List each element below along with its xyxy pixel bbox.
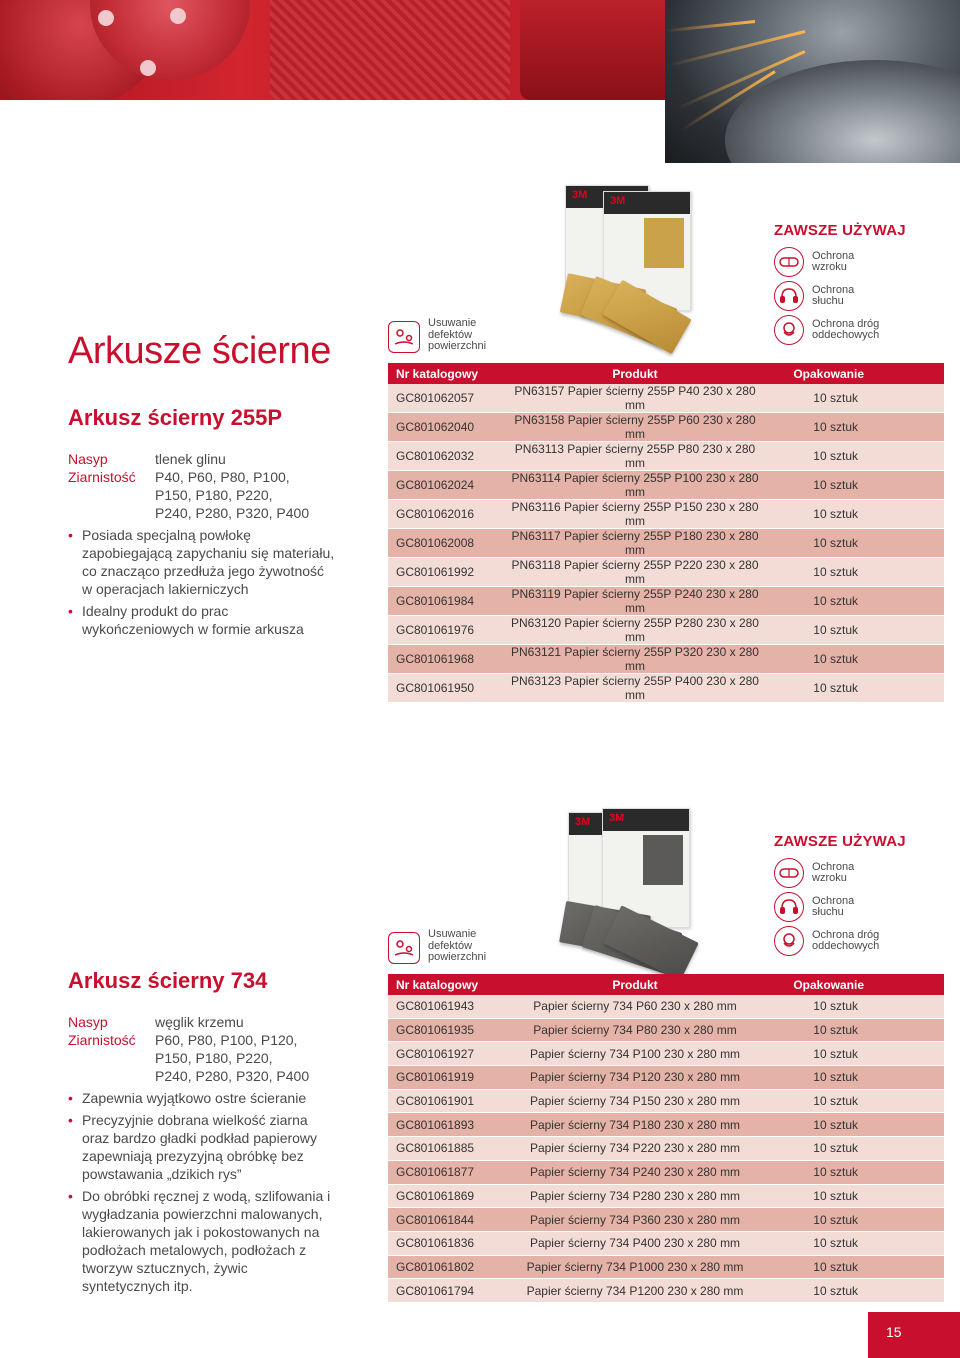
catalog-number-cell: GC801061992 [388,558,500,587]
table-row [388,1231,944,1255]
column-header: Nr katalogowy [388,974,500,995]
packaging-cell: 10 sztuk [770,1066,944,1090]
spec-label: Ziarnistość [68,469,136,485]
spec-block [68,450,348,522]
product-cell: PN63118 Papier ścierny 255P P220 230 x 280 mm [500,558,770,587]
catalog-number-cell: GC801062016 [388,500,500,529]
spec-row [68,1031,348,1085]
product-cell: Papier ścierny 734 P180 230 x 280 mm [500,1113,770,1137]
catalog-number-cell: GC801061943 [388,995,500,1018]
catalog-table [388,974,944,1303]
spec-block [68,1013,348,1085]
catalog-table [388,363,944,703]
safety-heading: ZAWSZE UŻYWAJ [774,833,906,850]
safety-label: Ochrona wzroku [812,249,855,273]
product-cell: Papier ścierny 734 P240 230 x 280 mm [500,1160,770,1184]
usage-label: Usuwanie defektów powierzchni [428,928,487,963]
product-cell: PN63116 Papier ścierny 255P P150 230 x 280 mm [500,500,770,529]
product-cell: Papier ścierny 734 P100 230 x 280 mm [500,1042,770,1066]
product-image [555,185,705,345]
product-image [560,808,710,973]
table-row [388,529,944,558]
usage-indicator [388,318,488,353]
packaging-cell: 10 sztuk [770,1137,944,1161]
catalog-number-cell: GC801062008 [388,529,500,558]
table-row [388,1208,944,1232]
catalog-number-cell: GC801061935 [388,1018,500,1042]
brand-logo: 3M [575,816,591,828]
catalog-number-cell: GC801061968 [388,645,500,674]
product-cell: PN63158 Papier ścierny 255P P60 230 x 280 mm [500,413,770,442]
table-row [388,500,944,529]
catalog-number-cell: GC801061984 [388,587,500,616]
safety-item [774,313,944,347]
packaging-cell: 10 sztuk [770,442,944,471]
abrasive-mesh-image [270,0,510,100]
list-item: • Do obróbki ręcznej z wodą, szlifowania i wygładzania powierzchni malowanych, lakierowanych jak i pokostowanych na podłożach metalowych, podłożach z tworzyw sztucznych, żywic syntetycznych itp. [68,1187,338,1295]
product-cell: PN63113 Papier ścierny 255P P80 230 x 280 mm [500,442,770,471]
packaging-cell: 10 sztuk [770,1231,944,1255]
product-cell: Papier ścierny 734 P1200 230 x 280 mm [500,1279,770,1303]
list-item: • Idealny produkt do prac wykończeniowych w formie arkusza [68,602,338,638]
product-cell: PN63117 Papier ścierny 255P P180 230 x 280 mm [500,529,770,558]
table-row [388,674,944,703]
spec-value: P40, P60, P80, P100, P150, P180, P220, P240, P280, P320, P400 [155,469,310,521]
safety-panel [774,222,944,347]
feature-list [68,1089,338,1299]
safety-item [774,245,944,279]
spec-row [68,468,348,522]
usage-indicator [388,929,488,964]
catalog-number-cell: GC801062057 [388,384,500,413]
list-item: • Precyzyjnie dobrana wielkość ziarna oraz bardzo gładki podkład papierowy zapewniają prezyzyjną obróbkę bez powstawania „dzikich rys” [68,1111,338,1183]
abrasive-roll-image [520,0,670,100]
product-cell: Papier ścierny 734 P120 230 x 280 mm [500,1066,770,1090]
spec-value: P60, P80, P100, P120, P150, P180, P220, P240, P280, P320, P400 [155,1032,310,1084]
column-header: Opakowanie [770,363,944,384]
packaging-cell: 10 sztuk [770,529,944,558]
catalog-number-cell: GC801062024 [388,471,500,500]
packaging-cell: 10 sztuk [770,1279,944,1303]
table-body [388,384,944,703]
spec-label: Nasyp [68,451,108,467]
table-row [388,1066,944,1090]
product-cell: Papier ścierny 734 P1000 230 x 280 mm [500,1255,770,1279]
product-cell: PN63121 Papier ścierny 255P P320 230 x 280 mm [500,645,770,674]
catalog-number-cell: GC801061901 [388,1089,500,1113]
product-cell: Papier ścierny 734 P400 230 x 280 mm [500,1231,770,1255]
packaging-cell: 10 sztuk [770,558,944,587]
table-row [388,1255,944,1279]
table-row [388,1160,944,1184]
product-cell: PN63123 Papier ścierny 255P P400 230 x 280 mm [500,674,770,703]
table-row [388,471,944,500]
ear-muffs-icon [774,281,804,311]
disc-hole [170,8,186,24]
table-row [388,558,944,587]
product-cell: Papier ścierny 734 P60 230 x 280 mm [500,995,770,1018]
column-header: Opakowanie [770,974,944,995]
respirator-icon [774,315,804,345]
table-row [388,1184,944,1208]
packaging-cell: 10 sztuk [770,1255,944,1279]
packaging-cell: 10 sztuk [770,995,944,1018]
product-cell: Papier ścierny 734 P80 230 x 280 mm [500,1018,770,1042]
brand-logo: 3M [610,195,626,207]
disc-hole [98,10,114,26]
catalog-number-cell: GC801061794 [388,1279,500,1303]
disc-hole [140,60,156,76]
catalog-number-cell: GC801062040 [388,413,500,442]
grinder-photo [665,0,960,163]
packaging-cell: 10 sztuk [770,471,944,500]
packaging-cell: 10 sztuk [770,1208,944,1232]
spec-label: Ziarnistość [68,1032,136,1048]
respirator-icon [774,926,804,956]
product-cell: PN63157 Papier ścierny 255P P40 230 x 280 mm [500,384,770,413]
safety-item [774,890,944,924]
column-header: Produkt [500,974,770,995]
product-cell: Papier ścierny 734 P280 230 x 280 mm [500,1184,770,1208]
table-row [388,413,944,442]
product-cell: PN63119 Papier ścierny 255P P240 230 x 280 mm [500,587,770,616]
table-row [388,1042,944,1066]
safety-heading: ZAWSZE UŻYWAJ [774,222,906,239]
packaging-cell: 10 sztuk [770,1089,944,1113]
surface-repair-icon [388,321,420,353]
table-row [388,1018,944,1042]
table-row [388,587,944,616]
table-body [388,995,944,1302]
catalog-number-cell: GC801061893 [388,1113,500,1137]
product-cell: PN63120 Papier ścierny 255P P280 230 x 280 mm [500,616,770,645]
table-row [388,995,944,1018]
spec-row [68,450,348,468]
spec-row [68,1013,348,1031]
product-cell: Papier ścierny 734 P220 230 x 280 mm [500,1137,770,1161]
column-header: Produkt [500,363,770,384]
catalog-number-cell: GC801061844 [388,1208,500,1232]
catalog-number-cell: GC801061869 [388,1184,500,1208]
goggles-icon [774,247,804,277]
packaging-cell: 10 sztuk [770,413,944,442]
feature-list [68,526,338,642]
catalog-number-cell: GC801062032 [388,442,500,471]
packaging-cell: 10 sztuk [770,1113,944,1137]
surface-repair-icon [388,932,420,964]
list-item: • Posiada specjalną powłokę zapobiegającą zapychaniu się materiału, co znacząco przedłuża jego żywotność w operacjach lakierniczych [68,526,338,598]
table-row [388,384,944,413]
catalog-number-cell: GC801061802 [388,1255,500,1279]
table-row [388,645,944,674]
table-row [388,1113,944,1137]
packaging-cell: 10 sztuk [770,500,944,529]
ear-muffs-icon [774,892,804,922]
catalog-number-cell: GC801061950 [388,674,500,703]
safety-label: Ochrona słuchu [812,283,855,307]
catalog-number-cell: GC801061927 [388,1042,500,1066]
product-cell: Papier ścierny 734 P360 230 x 280 mm [500,1208,770,1232]
catalog-number-cell: GC801061885 [388,1137,500,1161]
list-item: • Zapewnia wyjątkowo ostre ścieranie [68,1089,338,1107]
column-header: Nr katalogowy [388,363,500,384]
goggles-icon [774,858,804,888]
spec-label: Nasyp [68,1014,108,1030]
safety-label: Ochrona wzroku [812,860,855,884]
packaging-cell: 10 sztuk [770,1018,944,1042]
catalog-number-cell: GC801061919 [388,1066,500,1090]
table-row [388,616,944,645]
safety-item [774,924,944,958]
table-row [388,1279,944,1303]
packaging-cell: 10 sztuk [770,1184,944,1208]
page-title: Arkusze ścierne [68,330,331,372]
table-row [388,1137,944,1161]
table-row [388,1089,944,1113]
table-header-row [388,363,944,384]
table-row [388,442,944,471]
spec-value: węglik krzemu [155,1014,244,1030]
brand-logo: 3M [572,189,588,201]
product-cell: PN63114 Papier ścierny 255P P100 230 x 280 mm [500,471,770,500]
packaging-cell: 10 sztuk [770,674,944,703]
packaging-cell: 10 sztuk [770,587,944,616]
product-cell: Papier ścierny 734 P150 230 x 280 mm [500,1089,770,1113]
section-title: Arkusz ścierny 734 [68,968,268,993]
packaging-cell: 10 sztuk [770,645,944,674]
catalog-number-cell: GC801061877 [388,1160,500,1184]
packaging-cell: 10 sztuk [770,1160,944,1184]
safety-item [774,279,944,313]
packaging-cell: 10 sztuk [770,1042,944,1066]
grinding-wheel [725,60,960,163]
safety-item [774,856,944,890]
table-header-row [388,974,944,995]
spec-value: tlenek glinu [155,451,226,467]
catalog-number-cell: GC801061976 [388,616,500,645]
page-number: 15 [868,1312,960,1358]
safety-label: Ochrona dróg oddechowych [812,928,880,952]
brand-logo: 3M [609,812,625,824]
safety-label: Ochrona słuchu [812,894,855,918]
section-title: Arkusz ścierny 255P [68,405,283,430]
safety-label: Ochrona dróg oddechowych [812,317,880,341]
packaging-cell: 10 sztuk [770,384,944,413]
packaging-cell: 10 sztuk [770,616,944,645]
safety-panel [774,833,944,958]
catalog-number-cell: GC801061836 [388,1231,500,1255]
usage-label: Usuwanie defektów powierzchni [428,317,487,352]
